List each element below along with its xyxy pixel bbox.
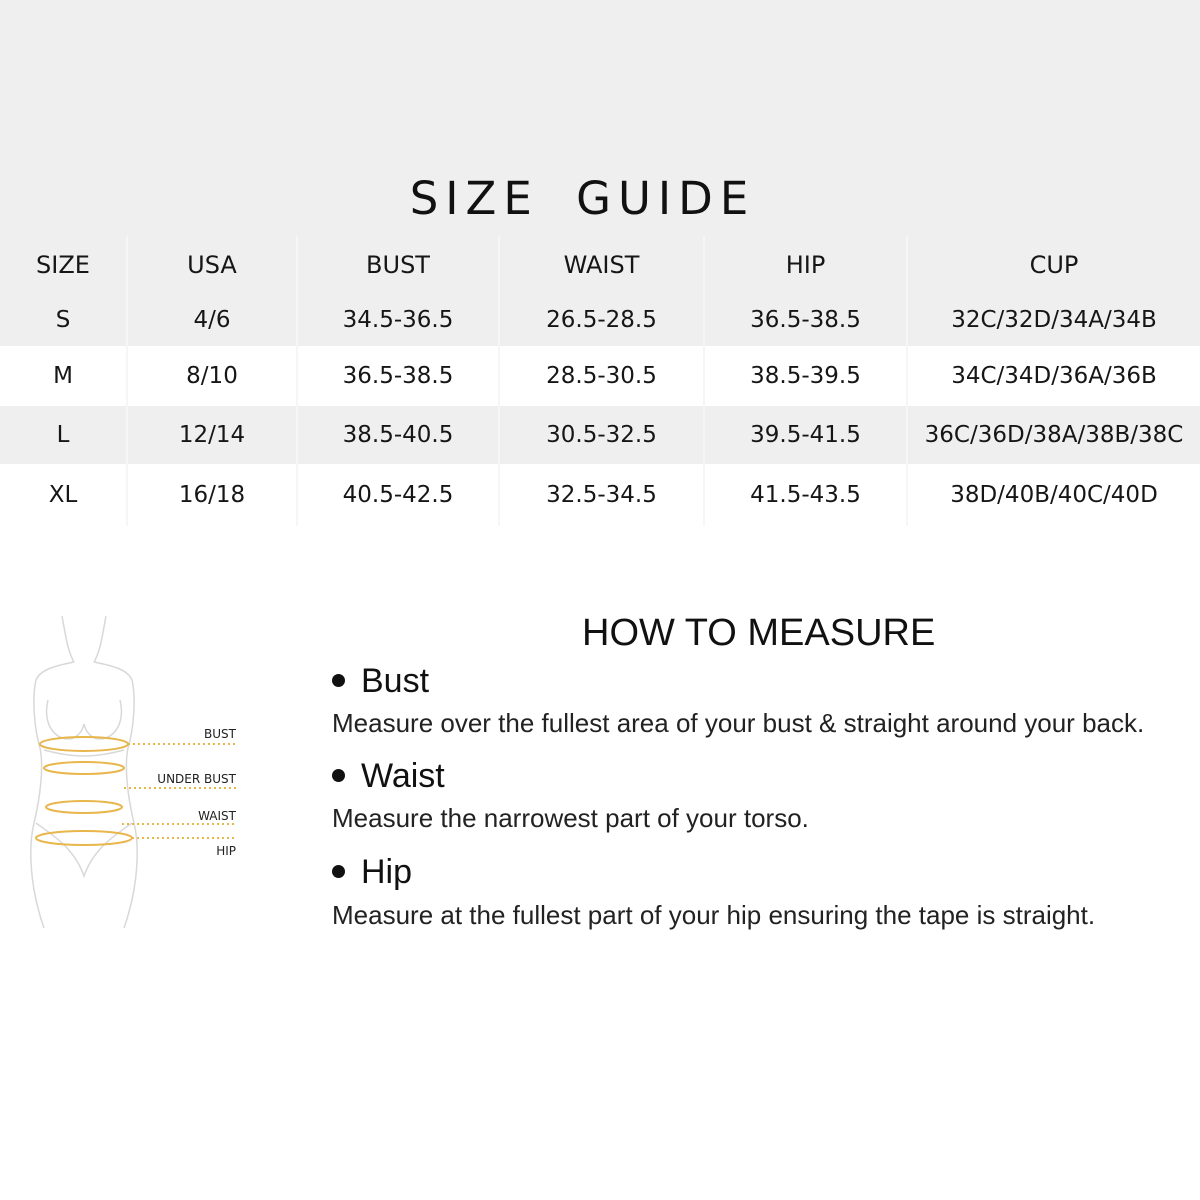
hip-heading-text: Hip bbox=[361, 853, 413, 891]
cell-size: L bbox=[0, 406, 127, 464]
waist-heading-text: Waist bbox=[361, 757, 445, 795]
cell-waist: 26.5-28.5 bbox=[499, 294, 704, 346]
cell-usa: 16/18 bbox=[127, 464, 297, 526]
bust-label: BUST bbox=[204, 727, 236, 741]
bust-description: Measure over the fullest area of your bust & straight around your back. bbox=[332, 708, 1145, 738]
cell-cup: 34C/34D/36A/36B bbox=[907, 346, 1200, 406]
under-bust-label: UNDER BUST bbox=[157, 772, 236, 786]
cell-bust: 34.5-36.5 bbox=[297, 294, 499, 346]
cell-hip: 39.5-41.5 bbox=[704, 406, 907, 464]
waist-label: WAIST bbox=[198, 809, 236, 823]
how-to-measure-title: HOW TO MEASURE bbox=[582, 612, 936, 654]
hip-line bbox=[36, 831, 132, 845]
header-cup: CUP bbox=[907, 236, 1200, 294]
cell-waist: 28.5-30.5 bbox=[499, 346, 704, 406]
cell-hip: 38.5-39.5 bbox=[704, 346, 907, 406]
neck-left-line bbox=[62, 616, 74, 662]
bullet-icon bbox=[332, 769, 345, 782]
cell-hip: 41.5-43.5 bbox=[704, 464, 907, 526]
table-row bbox=[0, 294, 1200, 346]
header-waist: WAIST bbox=[499, 236, 704, 294]
hip-label: HIP bbox=[216, 844, 236, 858]
cell-usa: 4/6 bbox=[127, 294, 297, 346]
bust-line bbox=[40, 737, 128, 751]
cell-hip: 36.5-38.5 bbox=[704, 294, 907, 346]
cell-cup: 36C/36D/38A/38B/38C bbox=[907, 406, 1200, 464]
page-title: SIZE GUIDE bbox=[409, 172, 756, 225]
table-row bbox=[0, 464, 1200, 526]
cell-bust: 40.5-42.5 bbox=[297, 464, 499, 526]
cell-cup: 38D/40B/40C/40D bbox=[907, 464, 1200, 526]
header-size: SIZE bbox=[0, 236, 127, 294]
waist-heading bbox=[332, 757, 445, 796]
header-hip: HIP bbox=[704, 236, 907, 294]
table-row bbox=[0, 346, 1200, 406]
cell-size: M bbox=[0, 346, 127, 406]
waist-line bbox=[46, 801, 122, 813]
cell-usa: 12/14 bbox=[127, 406, 297, 464]
body-left-outline bbox=[31, 662, 74, 928]
hip-description: Measure at the fullest part of your hip ensuring the tape is straight. bbox=[332, 900, 1096, 930]
bullet-icon bbox=[332, 674, 345, 687]
neck-right-line bbox=[94, 616, 106, 662]
cell-waist: 30.5-32.5 bbox=[499, 406, 704, 464]
under-bust-line bbox=[44, 762, 124, 774]
body-right-outline bbox=[94, 662, 137, 928]
table-header-row bbox=[0, 236, 1200, 294]
cell-waist: 32.5-34.5 bbox=[499, 464, 704, 526]
hip-heading bbox=[332, 853, 412, 892]
bust-heading bbox=[332, 662, 429, 701]
cell-cup: 32C/32D/34A/34B bbox=[907, 294, 1200, 346]
header-usa: USA bbox=[127, 236, 297, 294]
cell-bust: 36.5-38.5 bbox=[297, 346, 499, 406]
waist-description: Measure the narrowest part of your torso. bbox=[332, 803, 809, 833]
cell-size: XL bbox=[0, 464, 127, 526]
bust-heading-text: Bust bbox=[361, 662, 430, 700]
size-table bbox=[0, 236, 1200, 526]
body-measurement-figure bbox=[14, 608, 254, 953]
table-row bbox=[0, 406, 1200, 464]
header-bust: BUST bbox=[297, 236, 499, 294]
cell-size: S bbox=[0, 294, 127, 346]
cell-usa: 8/10 bbox=[127, 346, 297, 406]
bullet-icon bbox=[332, 865, 345, 878]
cell-bust: 38.5-40.5 bbox=[297, 406, 499, 464]
bra-outline bbox=[47, 700, 122, 739]
